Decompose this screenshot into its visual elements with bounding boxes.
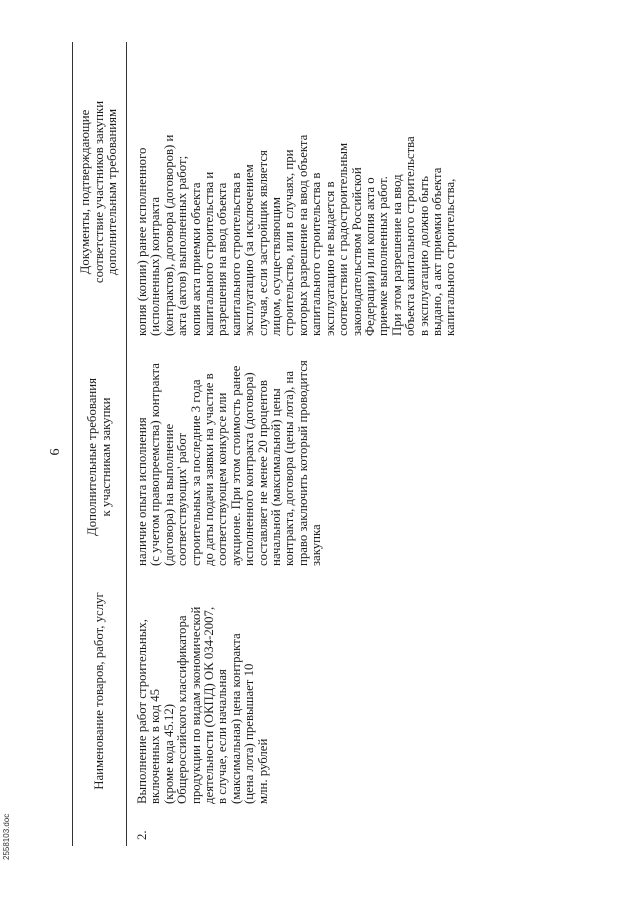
header-number xyxy=(73,810,127,846)
table-header-row xyxy=(73,42,127,846)
requirements-table xyxy=(72,42,458,846)
row-name-cell: Выполнение работ строительных, включенных в код 45 (кроме кода 45.12) Общероссийского классификатора продукции по видам экономической деятельности (ОКПД) ОК 034-2007, в случае, если начальная (максимальная) цена контракта (цена лота) превышает 10 млн. рублей xyxy=(135,606,270,804)
footer-filename: 2558103.doc xyxy=(2,813,11,860)
row-number: 2. xyxy=(135,830,149,840)
rotated-content xyxy=(42,42,578,862)
header-name: Наименование товаров, работ, услуг xyxy=(73,572,127,810)
table-row xyxy=(127,42,458,846)
header-requirements: Дополнительные требования к участникам закупки xyxy=(73,342,127,572)
row-documents-cell: копия (копии) ранее исполненного (исполненных) контракта (контрактов), договора (договоров) и акта (актов) выполненных работ; копия акта приемки объекта капитального строительства и разрешения на ввод объекта капитального строительства в эксплуатацию (за исключением случая, если застройщик является лицом, осуществляющим строительство, или в случаях, при которых разрешение на ввод объекта капитального строительства в эксплуатацию не выдается в соответствии с градостроительным законодательством Российской Федерации) или копия акта о приемке выполненных работ. При этом разрешение на ввод объекта капитального строительства в эксплуатацию должно быть выдано, а акт приемки объекта капитального строительства, xyxy=(135,134,458,336)
row-requirements-cell: наличие опыта исполнения (с учетом правопреемства) контракта (договора) на выполнение соответствующих' работ строительных за последние 3 года до даты подачи заявки на участие в соответствующем конкурсе или аукционе. При этом стоимость ранее исполненного контракта (договора) составляет не менее 20 процентов начальной (максимальной) цены контракта, договора (цены лота), на право заключить который проводится закупка xyxy=(135,360,324,566)
header-documents: Документы, подтверждающие соответствие участников закупки дополнительным требованиям xyxy=(73,42,127,342)
page-number: 6 xyxy=(48,448,63,456)
